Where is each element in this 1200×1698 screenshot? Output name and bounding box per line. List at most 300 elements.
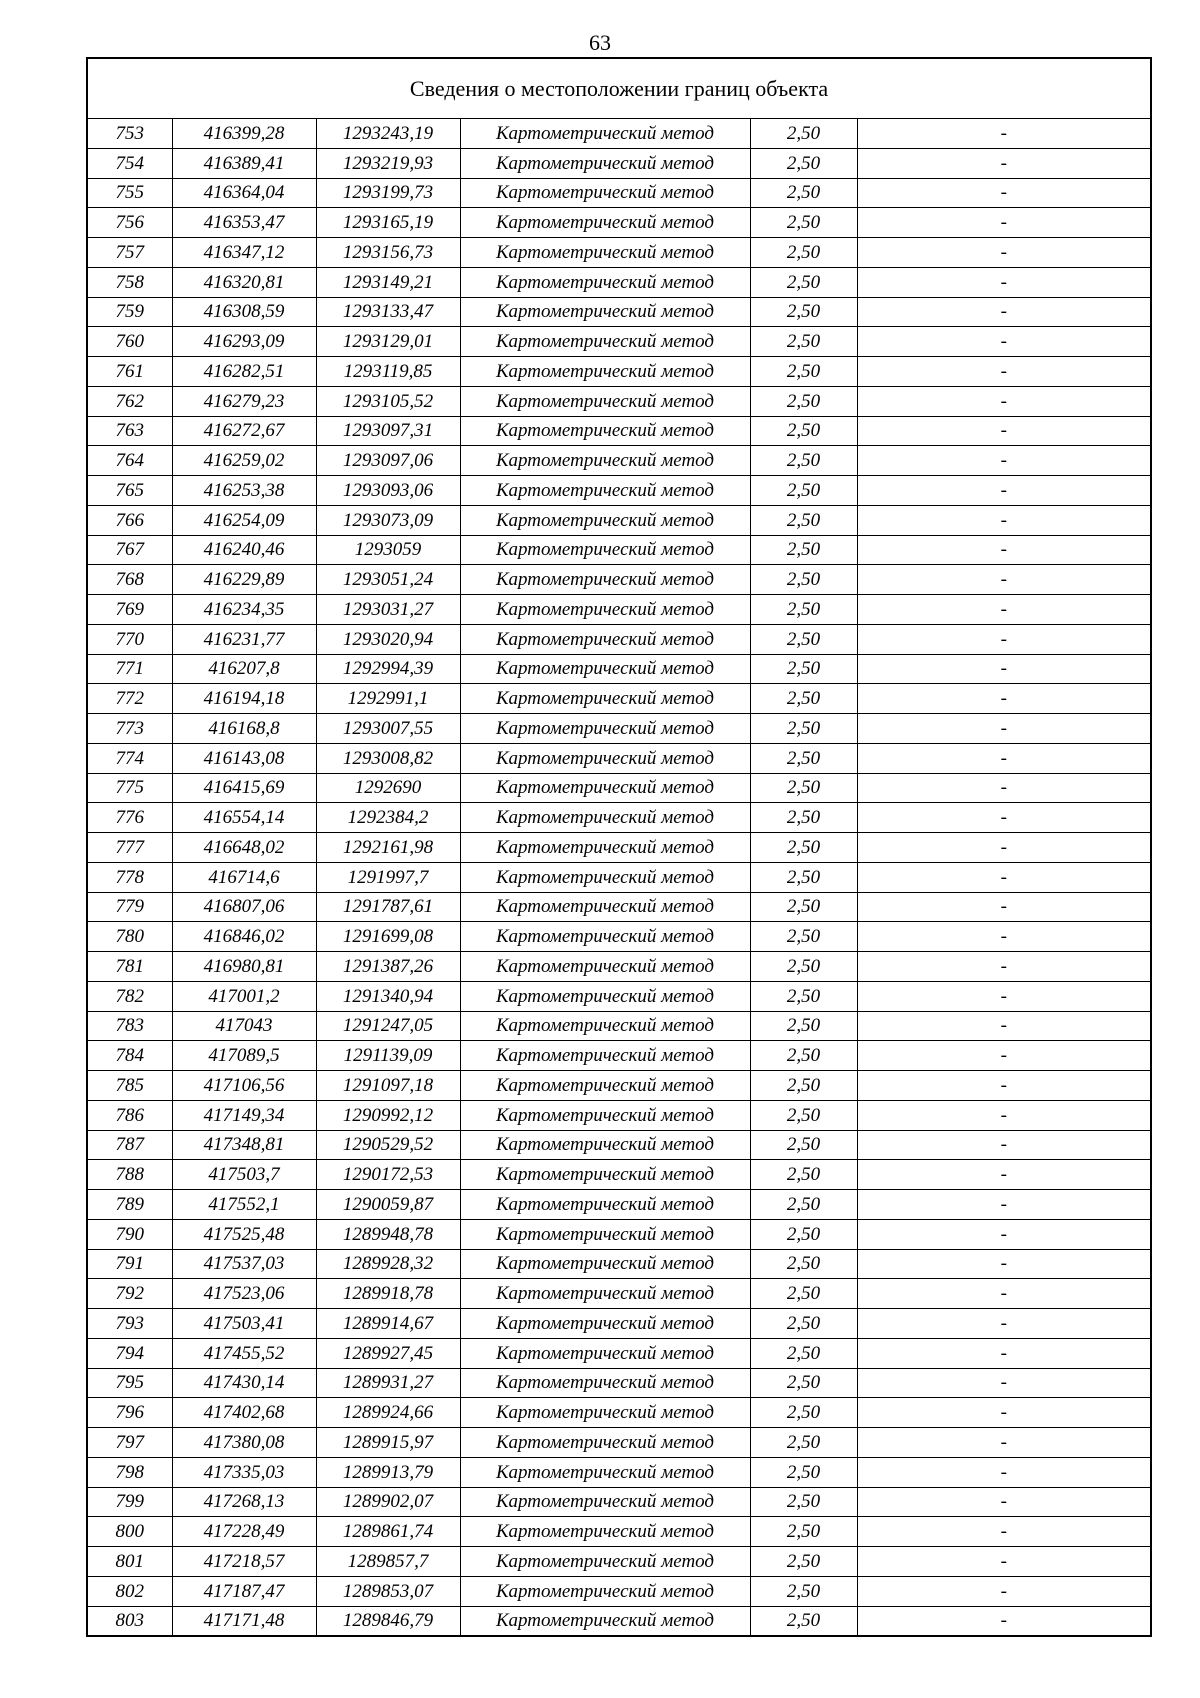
coord-y-cell: 1289918,78	[316, 1279, 460, 1309]
table-row	[87, 1041, 1151, 1071]
description-cell: -	[857, 1428, 1151, 1458]
accuracy-cell: 2,50	[750, 416, 857, 446]
accuracy-cell: 2,50	[750, 1190, 857, 1220]
point-number-cell: 788	[87, 1160, 172, 1190]
accuracy-cell: 2,50	[750, 148, 857, 178]
coord-x-cell: 417525,48	[172, 1219, 316, 1249]
method-cell: Картометрический метод	[460, 119, 750, 149]
coord-y-cell: 1293243,19	[316, 119, 460, 149]
method-cell: Картометрический метод	[460, 1368, 750, 1398]
description-cell: -	[857, 1517, 1151, 1547]
method-cell: Картометрический метод	[460, 1547, 750, 1577]
coord-y-cell: 1293097,31	[316, 416, 460, 446]
table-row	[87, 981, 1151, 1011]
table-row	[87, 892, 1151, 922]
coord-y-cell: 1292991,1	[316, 684, 460, 714]
description-cell: -	[857, 297, 1151, 327]
point-number-cell: 781	[87, 952, 172, 982]
method-cell: Картометрический метод	[460, 833, 750, 863]
method-cell: Картометрический метод	[460, 357, 750, 387]
coord-x-cell: 416231,77	[172, 624, 316, 654]
table-row	[87, 357, 1151, 387]
coord-y-cell: 1292690	[316, 773, 460, 803]
method-cell: Картометрический метод	[460, 535, 750, 565]
description-cell: -	[857, 1576, 1151, 1606]
point-number-cell: 759	[87, 297, 172, 327]
point-number-cell: 761	[87, 357, 172, 387]
coord-y-cell: 1293149,21	[316, 267, 460, 297]
coord-y-cell: 1289931,27	[316, 1368, 460, 1398]
point-number-cell: 772	[87, 684, 172, 714]
coord-x-cell: 416229,89	[172, 565, 316, 595]
coord-x-cell: 417149,34	[172, 1100, 316, 1130]
accuracy-cell: 2,50	[750, 1398, 857, 1428]
description-cell: -	[857, 1160, 1151, 1190]
description-cell: -	[857, 1398, 1151, 1428]
description-cell: -	[857, 446, 1151, 476]
method-cell: Картометрический метод	[460, 238, 750, 268]
coord-x-cell: 416415,69	[172, 773, 316, 803]
table-body	[87, 119, 1151, 1637]
point-number-cell: 756	[87, 208, 172, 238]
coord-y-cell: 1289924,66	[316, 1398, 460, 1428]
method-cell: Картометрический метод	[460, 1338, 750, 1368]
coord-x-cell: 417335,03	[172, 1457, 316, 1487]
coord-y-cell: 1290172,53	[316, 1160, 460, 1190]
method-cell: Картометрический метод	[460, 1130, 750, 1160]
coord-x-cell: 416399,28	[172, 119, 316, 149]
coord-x-cell: 416554,14	[172, 803, 316, 833]
table-row	[87, 267, 1151, 297]
point-number-cell: 773	[87, 714, 172, 744]
coord-y-cell: 1291787,61	[316, 892, 460, 922]
point-number-cell: 786	[87, 1100, 172, 1130]
accuracy-cell: 2,50	[750, 208, 857, 238]
coord-x-cell: 416364,04	[172, 178, 316, 208]
description-cell: -	[857, 1190, 1151, 1220]
coord-y-cell: 1293133,47	[316, 297, 460, 327]
description-cell: -	[857, 952, 1151, 982]
accuracy-cell: 2,50	[750, 922, 857, 952]
method-cell: Картометрический метод	[460, 446, 750, 476]
description-cell: -	[857, 833, 1151, 863]
coord-x-cell: 416347,12	[172, 238, 316, 268]
method-cell: Картометрический метод	[460, 208, 750, 238]
coord-x-cell: 416254,09	[172, 505, 316, 535]
coord-x-cell: 417430,14	[172, 1368, 316, 1398]
method-cell: Картометрический метод	[460, 1011, 750, 1041]
description-cell: -	[857, 1338, 1151, 1368]
coord-y-cell: 1291247,05	[316, 1011, 460, 1041]
coord-x-cell: 416279,23	[172, 386, 316, 416]
coord-y-cell: 1293156,73	[316, 238, 460, 268]
coord-x-cell: 416980,81	[172, 952, 316, 982]
coord-x-cell: 416648,02	[172, 833, 316, 863]
accuracy-cell: 2,50	[750, 1279, 857, 1309]
table-row	[87, 1398, 1151, 1428]
coord-x-cell: 417268,13	[172, 1487, 316, 1517]
coord-x-cell: 416320,81	[172, 267, 316, 297]
method-cell: Картометрический метод	[460, 892, 750, 922]
coord-y-cell: 1289928,32	[316, 1249, 460, 1279]
description-cell: -	[857, 267, 1151, 297]
method-cell: Картометрический метод	[460, 1190, 750, 1220]
accuracy-cell: 2,50	[750, 327, 857, 357]
coord-x-cell: 416240,46	[172, 535, 316, 565]
description-cell: -	[857, 148, 1151, 178]
description-cell: -	[857, 595, 1151, 625]
coord-y-cell: 1293093,06	[316, 476, 460, 506]
page-number: 63	[589, 30, 611, 55]
coord-y-cell: 1293073,09	[316, 505, 460, 535]
method-cell: Картометрический метод	[460, 684, 750, 714]
coord-y-cell: 1290529,52	[316, 1130, 460, 1160]
description-cell: -	[857, 862, 1151, 892]
table-row	[87, 1606, 1151, 1636]
description-cell: -	[857, 1309, 1151, 1339]
table-row	[87, 1309, 1151, 1339]
description-cell: -	[857, 178, 1151, 208]
description-cell: -	[857, 476, 1151, 506]
description-cell: -	[857, 1100, 1151, 1130]
coord-y-cell: 1290059,87	[316, 1190, 460, 1220]
accuracy-cell: 2,50	[750, 535, 857, 565]
description-cell: -	[857, 743, 1151, 773]
point-number-cell: 776	[87, 803, 172, 833]
method-cell: Картометрический метод	[460, 1517, 750, 1547]
accuracy-cell: 2,50	[750, 803, 857, 833]
coord-y-cell: 1293051,24	[316, 565, 460, 595]
description-cell: -	[857, 981, 1151, 1011]
table-row	[87, 1219, 1151, 1249]
coord-y-cell: 1289846,79	[316, 1606, 460, 1636]
coord-y-cell: 1293097,06	[316, 446, 460, 476]
accuracy-cell: 2,50	[750, 1130, 857, 1160]
point-number-cell: 787	[87, 1130, 172, 1160]
point-number-cell: 780	[87, 922, 172, 952]
coord-y-cell: 1293129,01	[316, 327, 460, 357]
table-title: Сведения о местоположении границ объекта	[87, 58, 1151, 119]
table-row	[87, 1517, 1151, 1547]
table-row	[87, 1547, 1151, 1577]
coord-x-cell: 416807,06	[172, 892, 316, 922]
accuracy-cell: 2,50	[750, 684, 857, 714]
coord-x-cell: 417552,1	[172, 1190, 316, 1220]
description-cell: -	[857, 714, 1151, 744]
table-row	[87, 1100, 1151, 1130]
accuracy-cell: 2,50	[750, 1576, 857, 1606]
accuracy-cell: 2,50	[750, 624, 857, 654]
point-number-cell: 783	[87, 1011, 172, 1041]
accuracy-cell: 2,50	[750, 595, 857, 625]
table-row	[87, 624, 1151, 654]
point-number-cell: 782	[87, 981, 172, 1011]
coord-y-cell: 1293219,93	[316, 148, 460, 178]
table-title-row	[87, 58, 1151, 119]
accuracy-cell: 2,50	[750, 267, 857, 297]
table-row	[87, 535, 1151, 565]
coord-y-cell: 1293007,55	[316, 714, 460, 744]
coord-x-cell: 417455,52	[172, 1338, 316, 1368]
point-number-cell: 774	[87, 743, 172, 773]
accuracy-cell: 2,50	[750, 1041, 857, 1071]
coord-y-cell: 1292994,39	[316, 654, 460, 684]
coord-y-cell: 1290992,12	[316, 1100, 460, 1130]
description-cell: -	[857, 922, 1151, 952]
coord-x-cell: 416282,51	[172, 357, 316, 387]
point-number-cell: 762	[87, 386, 172, 416]
table-row	[87, 595, 1151, 625]
method-cell: Картометрический метод	[460, 1249, 750, 1279]
method-cell: Картометрический метод	[460, 476, 750, 506]
description-cell: -	[857, 1487, 1151, 1517]
method-cell: Картометрический метод	[460, 267, 750, 297]
point-number-cell: 760	[87, 327, 172, 357]
coord-y-cell: 1291699,08	[316, 922, 460, 952]
coord-y-cell: 1293059	[316, 535, 460, 565]
description-cell: -	[857, 119, 1151, 149]
coord-y-cell: 1289914,67	[316, 1309, 460, 1339]
coord-x-cell: 416143,08	[172, 743, 316, 773]
accuracy-cell: 2,50	[750, 862, 857, 892]
table-row	[87, 1487, 1151, 1517]
description-cell: -	[857, 1249, 1151, 1279]
point-number-cell: 778	[87, 862, 172, 892]
point-number-cell: 794	[87, 1338, 172, 1368]
point-number-cell: 754	[87, 148, 172, 178]
accuracy-cell: 2,50	[750, 773, 857, 803]
description-cell: -	[857, 565, 1151, 595]
coord-x-cell: 416234,35	[172, 595, 316, 625]
description-cell: -	[857, 1547, 1151, 1577]
table-row	[87, 119, 1151, 149]
accuracy-cell: 2,50	[750, 1071, 857, 1101]
method-cell: Картометрический метод	[460, 1398, 750, 1428]
table-row	[87, 1338, 1151, 1368]
coord-y-cell: 1289853,07	[316, 1576, 460, 1606]
coord-x-cell: 417001,2	[172, 981, 316, 1011]
accuracy-cell: 2,50	[750, 1338, 857, 1368]
method-cell: Картометрический метод	[460, 743, 750, 773]
point-number-cell: 777	[87, 833, 172, 863]
point-number-cell: 755	[87, 178, 172, 208]
description-cell: -	[857, 1279, 1151, 1309]
coord-x-cell: 416259,02	[172, 446, 316, 476]
coord-y-cell: 1291387,26	[316, 952, 460, 982]
accuracy-cell: 2,50	[750, 743, 857, 773]
method-cell: Картометрический метод	[460, 1576, 750, 1606]
accuracy-cell: 2,50	[750, 1160, 857, 1190]
coord-x-cell: 416207,8	[172, 654, 316, 684]
coord-y-cell: 1289857,7	[316, 1547, 460, 1577]
point-number-cell: 803	[87, 1606, 172, 1636]
table-row	[87, 297, 1151, 327]
table-row	[87, 238, 1151, 268]
coord-y-cell: 1291097,18	[316, 1071, 460, 1101]
table-row	[87, 1576, 1151, 1606]
table-row	[87, 178, 1151, 208]
table-row	[87, 446, 1151, 476]
accuracy-cell: 2,50	[750, 119, 857, 149]
method-cell: Картометрический метод	[460, 505, 750, 535]
method-cell: Картометрический метод	[460, 624, 750, 654]
description-cell: -	[857, 773, 1151, 803]
coord-y-cell: 1293105,52	[316, 386, 460, 416]
accuracy-cell: 2,50	[750, 1219, 857, 1249]
coord-x-cell: 417402,68	[172, 1398, 316, 1428]
description-cell: -	[857, 1606, 1151, 1636]
boundary-coordinates-table	[86, 57, 1152, 1637]
description-cell: -	[857, 1041, 1151, 1071]
accuracy-cell: 2,50	[750, 714, 857, 744]
table-row	[87, 714, 1151, 744]
coord-y-cell: 1289927,45	[316, 1338, 460, 1368]
point-number-cell: 796	[87, 1398, 172, 1428]
accuracy-cell: 2,50	[750, 297, 857, 327]
coord-x-cell: 417171,48	[172, 1606, 316, 1636]
point-number-cell: 769	[87, 595, 172, 625]
coord-x-cell: 417218,57	[172, 1547, 316, 1577]
method-cell: Картометрический метод	[460, 327, 750, 357]
accuracy-cell: 2,50	[750, 1517, 857, 1547]
description-cell: -	[857, 535, 1151, 565]
coord-x-cell: 416308,59	[172, 297, 316, 327]
description-cell: -	[857, 1219, 1151, 1249]
description-cell: -	[857, 238, 1151, 268]
accuracy-cell: 2,50	[750, 1487, 857, 1517]
coord-y-cell: 1289861,74	[316, 1517, 460, 1547]
point-number-cell: 784	[87, 1041, 172, 1071]
method-cell: Картометрический метод	[460, 862, 750, 892]
coord-y-cell: 1293020,94	[316, 624, 460, 654]
point-number-cell: 789	[87, 1190, 172, 1220]
method-cell: Картометрический метод	[460, 148, 750, 178]
coord-x-cell: 416714,6	[172, 862, 316, 892]
description-cell: -	[857, 1368, 1151, 1398]
point-number-cell: 775	[87, 773, 172, 803]
accuracy-cell: 2,50	[750, 357, 857, 387]
coord-x-cell: 416389,41	[172, 148, 316, 178]
description-cell: -	[857, 684, 1151, 714]
accuracy-cell: 2,50	[750, 981, 857, 1011]
table-row	[87, 505, 1151, 535]
accuracy-cell: 2,50	[750, 1606, 857, 1636]
coord-x-cell: 417089,5	[172, 1041, 316, 1071]
coord-x-cell: 417043	[172, 1011, 316, 1041]
table-row	[87, 1071, 1151, 1101]
coord-x-cell: 417503,7	[172, 1160, 316, 1190]
accuracy-cell: 2,50	[750, 1457, 857, 1487]
coord-x-cell: 416194,18	[172, 684, 316, 714]
accuracy-cell: 2,50	[750, 1100, 857, 1130]
description-cell: -	[857, 505, 1151, 535]
table-row	[87, 1190, 1151, 1220]
method-cell: Картометрический метод	[460, 1428, 750, 1458]
point-number-cell: 764	[87, 446, 172, 476]
accuracy-cell: 2,50	[750, 892, 857, 922]
coord-x-cell: 416293,09	[172, 327, 316, 357]
table-row	[87, 1279, 1151, 1309]
point-number-cell: 765	[87, 476, 172, 506]
point-number-cell: 798	[87, 1457, 172, 1487]
method-cell: Картометрический метод	[460, 595, 750, 625]
accuracy-cell: 2,50	[750, 1309, 857, 1339]
description-cell: -	[857, 357, 1151, 387]
description-cell: -	[857, 1071, 1151, 1101]
point-number-cell: 757	[87, 238, 172, 268]
method-cell: Картометрический метод	[460, 1457, 750, 1487]
point-number-cell: 768	[87, 565, 172, 595]
coord-y-cell: 1293199,73	[316, 178, 460, 208]
point-number-cell: 763	[87, 416, 172, 446]
point-number-cell: 785	[87, 1071, 172, 1101]
point-number-cell: 799	[87, 1487, 172, 1517]
accuracy-cell: 2,50	[750, 1428, 857, 1458]
table-row	[87, 1457, 1151, 1487]
description-cell: -	[857, 327, 1151, 357]
point-number-cell: 793	[87, 1309, 172, 1339]
method-cell: Картометрический метод	[460, 1219, 750, 1249]
table-row	[87, 1428, 1151, 1458]
coord-x-cell: 417348,81	[172, 1130, 316, 1160]
method-cell: Картометрический метод	[460, 178, 750, 208]
coord-x-cell: 417380,08	[172, 1428, 316, 1458]
description-cell: -	[857, 1130, 1151, 1160]
method-cell: Картометрический метод	[460, 416, 750, 446]
coord-x-cell: 416846,02	[172, 922, 316, 952]
table-row	[87, 476, 1151, 506]
description-cell: -	[857, 1011, 1151, 1041]
method-cell: Картометрический метод	[460, 1309, 750, 1339]
point-number-cell: 800	[87, 1517, 172, 1547]
point-number-cell: 767	[87, 535, 172, 565]
method-cell: Картометрический метод	[460, 565, 750, 595]
table-row	[87, 862, 1151, 892]
coord-y-cell: 1292161,98	[316, 833, 460, 863]
point-number-cell: 791	[87, 1249, 172, 1279]
table-row	[87, 684, 1151, 714]
accuracy-cell: 2,50	[750, 654, 857, 684]
coord-y-cell: 1289902,07	[316, 1487, 460, 1517]
coord-y-cell: 1293008,82	[316, 743, 460, 773]
table-row	[87, 743, 1151, 773]
table-row	[87, 833, 1151, 863]
accuracy-cell: 2,50	[750, 952, 857, 982]
table-row	[87, 1130, 1151, 1160]
accuracy-cell: 2,50	[750, 1011, 857, 1041]
coord-x-cell: 417523,06	[172, 1279, 316, 1309]
table-row	[87, 773, 1151, 803]
accuracy-cell: 2,50	[750, 505, 857, 535]
accuracy-cell: 2,50	[750, 476, 857, 506]
point-number-cell: 795	[87, 1368, 172, 1398]
description-cell: -	[857, 803, 1151, 833]
point-number-cell: 753	[87, 119, 172, 149]
table-row	[87, 1368, 1151, 1398]
point-number-cell: 792	[87, 1279, 172, 1309]
method-cell: Картометрический метод	[460, 1100, 750, 1130]
coord-x-cell: 417187,47	[172, 1576, 316, 1606]
point-number-cell: 766	[87, 505, 172, 535]
coord-x-cell: 416353,47	[172, 208, 316, 238]
accuracy-cell: 2,50	[750, 1547, 857, 1577]
point-number-cell: 802	[87, 1576, 172, 1606]
point-number-cell: 797	[87, 1428, 172, 1458]
method-cell: Картометрический метод	[460, 803, 750, 833]
description-cell: -	[857, 654, 1151, 684]
coord-x-cell: 417106,56	[172, 1071, 316, 1101]
accuracy-cell: 2,50	[750, 386, 857, 416]
